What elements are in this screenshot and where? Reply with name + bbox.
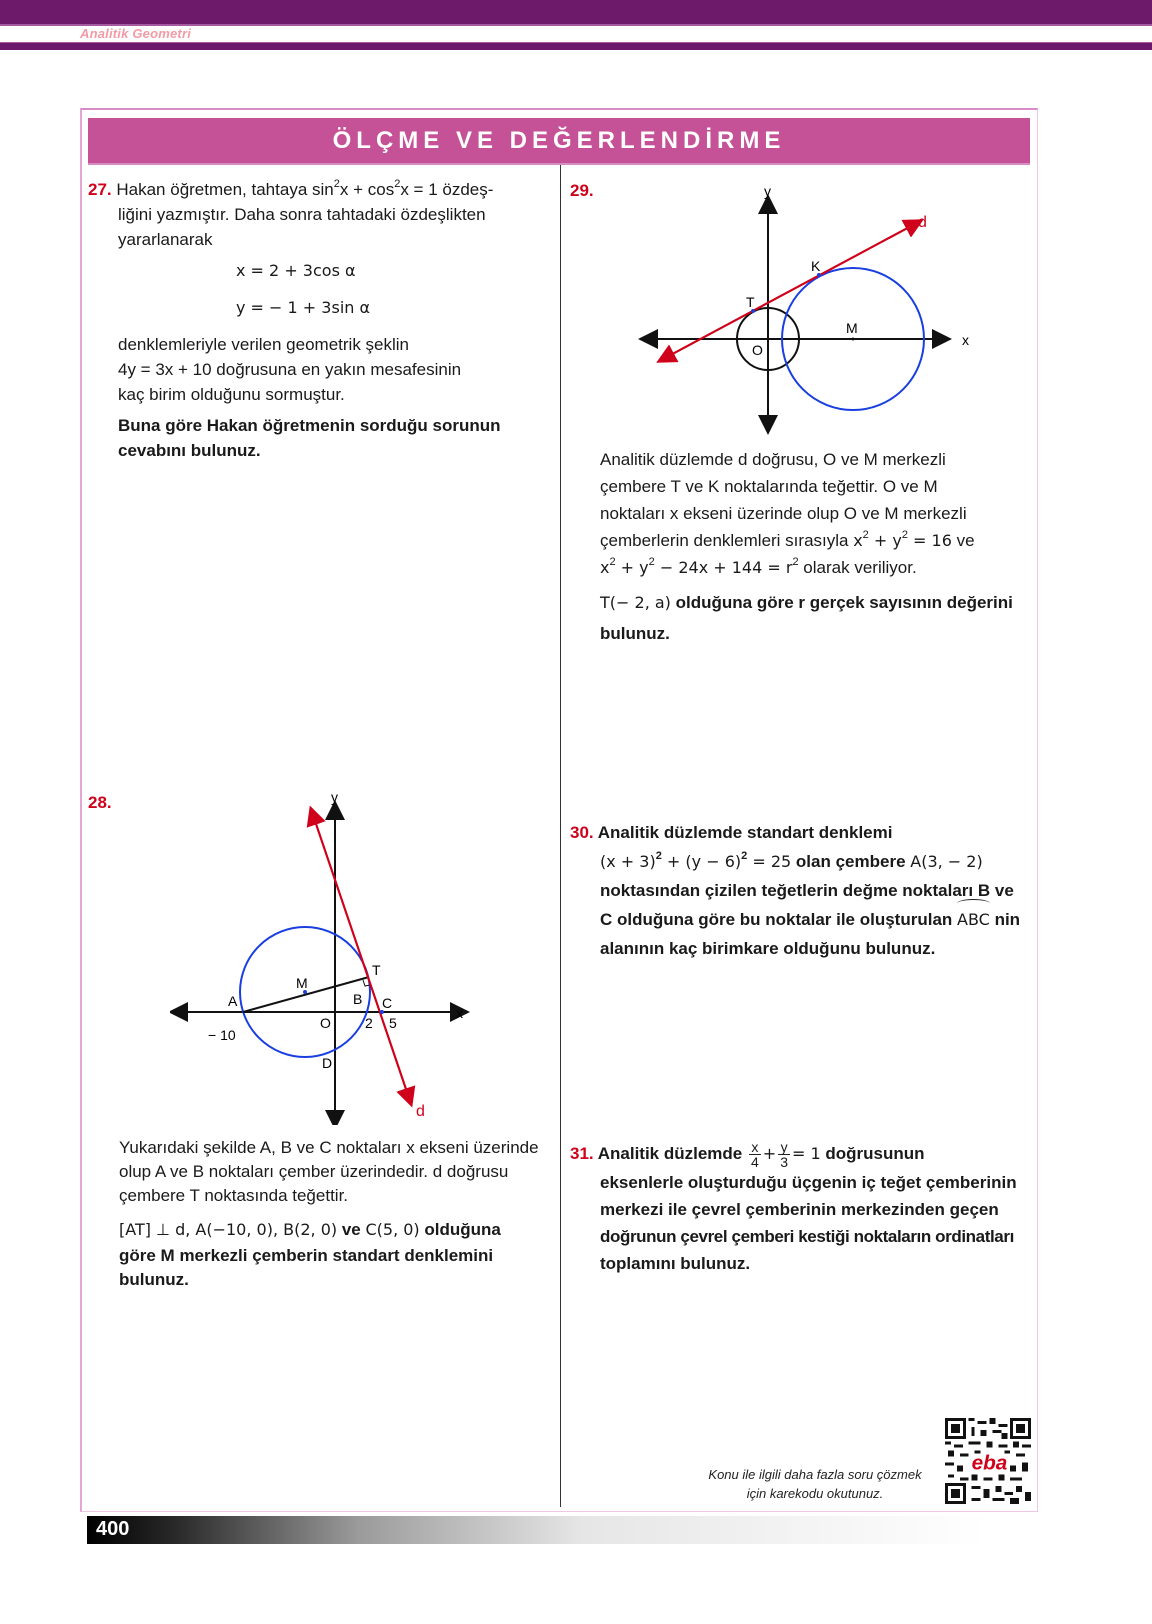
qr-caption: Konu ile ilgili daha fazla soru çözmek için karekodu okutunuz.	[708, 1467, 922, 1501]
question-31: 31. Analitik düzlemde $\frac{x}{4}$ + $\frac{y}{3}$ = 1 doğrusunun eksenlerle oluşturduğu üçgenin iç teğet çemberinin merkezi ile çevrel çemberinin merkezinden geçen doğrunun çevrel çemberi kestiği noktaların ordinatları toplamını bulunuz.	[570, 1139, 1017, 1274]
question-28-number: 28.	[88, 793, 112, 812]
top-header-band	[0, 0, 1152, 24]
eba-logo: eba	[971, 1451, 1008, 1475]
equation-x: x = 2 + 3cos α	[236, 261, 356, 280]
page-number: 400	[96, 1518, 130, 1540]
arc-abc: ABC	[957, 905, 990, 934]
figure-circle-tangent-line	[170, 785, 480, 1125]
svg-text:d: d	[416, 1103, 425, 1120]
header-lower-band	[0, 42, 1152, 50]
running-title: Analitik Geometri	[80, 26, 192, 41]
figure-two-circles-tangent	[620, 180, 970, 435]
fraction-y-3: $\frac{y}{3}$	[780, 1139, 788, 1171]
svg-text:C: C	[382, 995, 393, 1011]
svg-text:D: D	[322, 1055, 333, 1071]
equation-y: y = − 1 + 3sin α	[236, 298, 371, 317]
question-28: Yukarıdaki şekilde A, B ve C noktaları x ekseni üzerinde olup A ve B noktaları çember üzerindedir. d doğrusu çembere T noktasında teğettir. [AT] ⊥ d, A(−10, 0), B(2, 0) ve C(5, 0) olduğuna göre M merkezli çemberin standart denklemini bulunuz.	[119, 1138, 539, 1289]
question-number: 27.	[88, 180, 112, 199]
svg-text:T: T	[372, 962, 381, 978]
svg-text:y: y	[764, 183, 771, 199]
svg-text:O: O	[752, 342, 763, 358]
fraction-x-4: $\frac{x}{4}$	[750, 1139, 759, 1171]
section-title: ÖLÇME VE DEĞERLENDİRME	[332, 126, 786, 154]
question-30: 30. Analitik düzlemde standart denklemi $(x + 3)^2 + (y - 6)^2 = 25$ olan çembere A(3, − 2) noktasından çizilen teğetlerin değme noktaları B ve C olduğuna göre bu noktalar ile oluşturulan ABC nin alanının kaç birimkare olduğunu bulunuz.	[570, 823, 1021, 958]
question-29: Analitik düzlemde d doğrusu, O ve M merkezli çembere T ve K noktalarında teğettir. O ve M noktaları x ekseni üzerinde olup O ve M merkezli çemberlerin denklemleri sırasıyla $x^2 + y^2 = 16$ ve $x^2 + y^2 - 24x + 144 = r^2$ olarak veriliyor. T(− 2, a) olduğuna göre r gerçek sayısının değerini bulunuz.	[600, 450, 1013, 643]
svg-text:x: x	[962, 332, 969, 348]
section-banner	[88, 118, 1030, 165]
svg-text:2: 2	[365, 1015, 373, 1031]
svg-text:A: A	[228, 993, 238, 1009]
svg-text:y: y	[331, 789, 338, 805]
page-number-bar	[87, 1516, 987, 1544]
column-divider	[560, 165, 561, 1507]
svg-text:T: T	[746, 294, 755, 310]
svg-text:K: K	[811, 258, 821, 274]
svg-text:d: d	[918, 214, 927, 231]
svg-text:5: 5	[389, 1015, 397, 1031]
qr-code[interactable]	[945, 1418, 1031, 1504]
question-29-number: 29.	[570, 181, 594, 200]
svg-text:M: M	[846, 320, 858, 336]
svg-text:M: M	[296, 975, 308, 991]
question-27: 27. Hakan öğretmen, tahtaya $\sin^2x + \cos^2x = 1$ özdeş- liğini yazmıştır. Daha sonra tahtadaki özdeşlikten yararlanarak x = 2 + 3cos α y = − 1 + 3sin α denklemleriyle verilen geometrik şeklin 4y = 3x + 10 doğrusuna en yakın mesafesinin kaç birim olduğunu sormuştur. Buna göre Hakan öğretmenin sorduğu sorunun cevabını bulunuz.	[88, 177, 548, 463]
svg-text:O: O	[320, 1015, 331, 1031]
svg-text:B: B	[353, 991, 363, 1007]
svg-text:x: x	[456, 1005, 463, 1021]
svg-text:− 10: − 10	[208, 1027, 236, 1043]
